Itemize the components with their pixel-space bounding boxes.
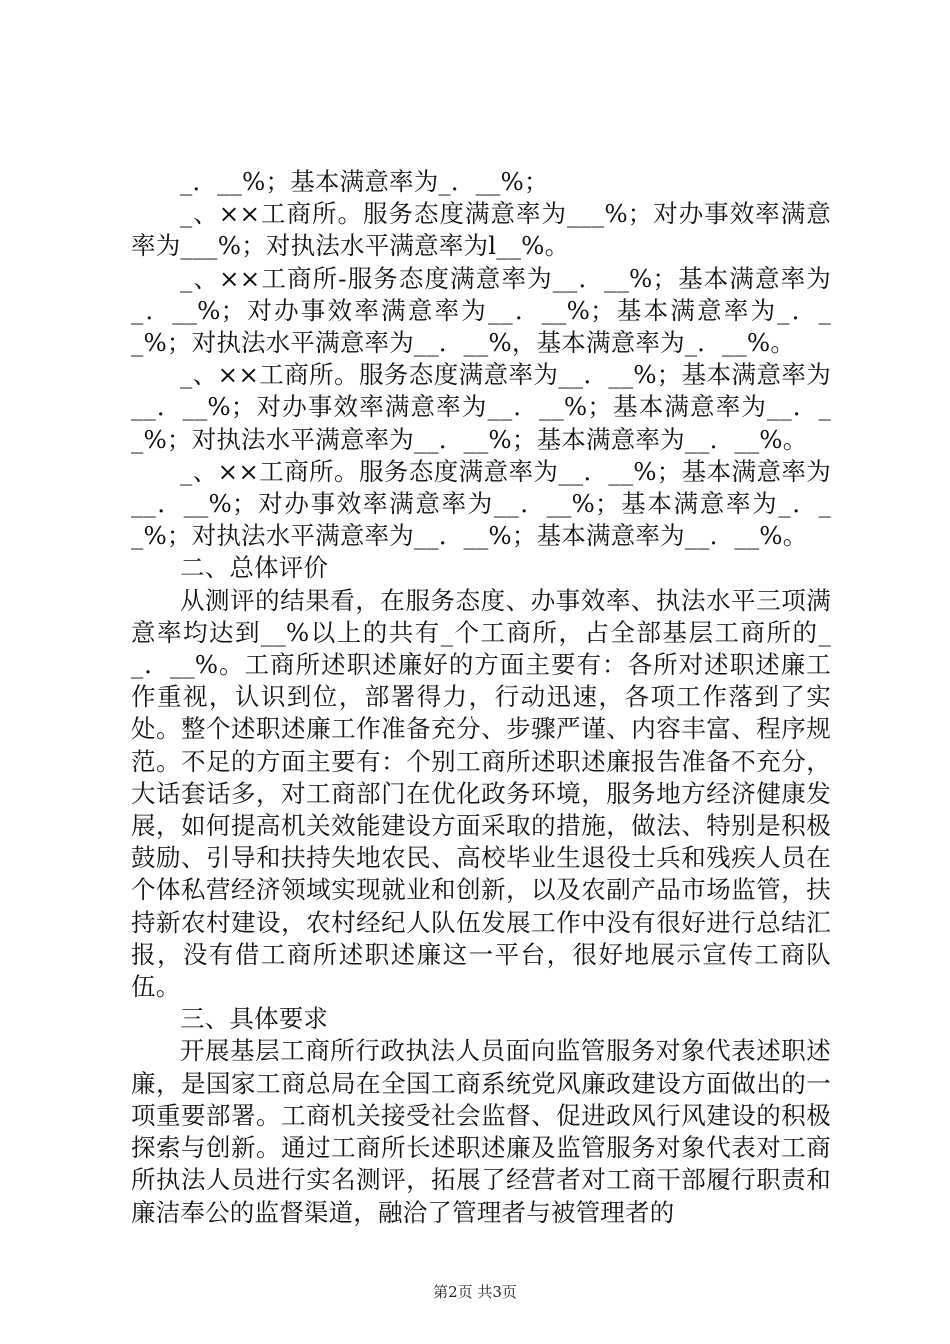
paragraph-office-rates-1: _、××工商所。服务态度满意率为___%；对办事效率满意率为___%；对执法水平满意率为l__%。	[131, 199, 831, 261]
paragraph-office-rates-3: _、××工商所。服务态度满意率为__．__%；基本满意率为__．__%；对办事效率满意率为__．__%；基本满意率为__．__%；对执法水平满意率为__．__%；基本满意率为__．__%。	[131, 360, 831, 454]
paragraph-rates-continued: _．__%；基本满意率为_．__%；	[180, 167, 549, 196]
document-body	[131, 166, 831, 1229]
paragraph-specific-requirements: 开展基层工商所行政执法人员面向监管服务对象代表述职述廉，是国家工商总局在全国工商系统党风廉政建设方面做出的一项重要部署。工商机关接受社会监督、促进政风行风建设的积极探索与创新。通过工商所长述职述廉及监管服务对象代表对工商所执法人员进行实名测评，拓展了经营者对工商干部履行职责和廉洁奉公的监督渠道，融洽了管理者与被管理者的	[131, 1036, 831, 1227]
page-number-footer: 第2页 共3页	[433, 1283, 517, 1301]
paragraph-overall-evaluation: 从测评的结果看，在服务态度、办事效率、执法水平三项满意率均达到__%以上的共有_个工商所，占全部基层工商所的__．__%。工商所述职述廉好的方面主要有：各所对述职述廉工作重视，认识到位，部署得力，行动迅速，各项工作落到了实处。整个述职述廉工作准备充分、步骤严谨、内容丰富、程序规范。不足的方面主要有：个别工商所述职述廉报告准备不充分，大话套话多，对工商部门在优化政务环境，服务地方经济健康发展，如何提高机关效能建设方面采取的措施，做法、特别是积极鼓励、引导和扶持失地农民、高校毕业生退役士兵和残疾人员在个体私营经济领域实现就业和创新，以及农副产品市场监管，扶持新农村建设，农村经纪人队伍发展工作中没有很好进行总结汇报，没有借工商所述职述廉这一平台，很好地展示宣传工商队伍。	[131, 585, 831, 1002]
section-heading-overall-evaluation: 二、总体评价	[180, 553, 329, 583]
section-heading-specific-requirements: 三、具体要求	[180, 1004, 329, 1034]
paragraph-office-rates-4: _、××工商所。服务态度满意率为__．__%；基本满意率为__．__%；对办事效率满意率为__．__%；基本满意率为_．__%；对执法水平满意率为__．__%；基本满意率为__．__%。	[131, 456, 831, 551]
paragraph-office-rates-2: _、××工商所-服务态度满意率为__．__%；基本满意率为_．__%；对办事效率满意率为__．__%；基本满意率为_．__%；对执法水平满意率为__．__%，基本满意率为_．__%。	[131, 263, 831, 358]
